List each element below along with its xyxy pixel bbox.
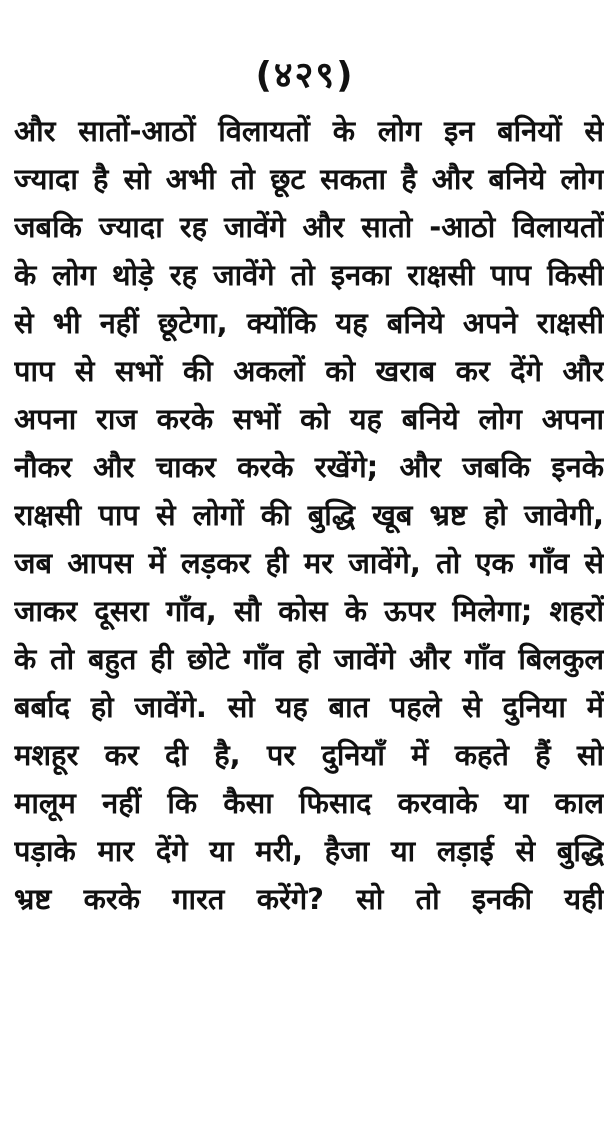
- text-line: के लोग थोड़े रह जावेंगे तो इनका राक्षसी पाप किसी: [14, 258, 604, 292]
- text-line: मशहूर कर दी है, पर दुनियाँ में कहते हैं सो: [14, 738, 604, 772]
- page-number: (४२९): [255, 55, 355, 96]
- text-line: मालूम नहीं कि कैसा फिसाद करवाके या काल: [14, 786, 604, 820]
- text-line: के तो बहुत ही छोटे गाँव हो जावेंगे और गाँव बिलकुल: [14, 642, 604, 676]
- text-line: जबकि ज्यादा रह जावेंगे और सातो -आठो विलायतों: [14, 210, 604, 244]
- text-line: और सातों-आठों विलायतों के लोग इन बनियों से: [14, 114, 604, 148]
- text-line: नौकर और चाकर करके रखेंगे; और जबकि इनके: [14, 450, 604, 484]
- text-line: अपना राज करके सभों को यह बनिये लोग अपना: [14, 402, 604, 436]
- text-line: राक्षसी पाप से लोगों की बुद्धि खूब भ्रष्ट हो जावेगी,: [14, 498, 604, 532]
- text-line: पड़ाके मार देंगे या मरी, हैजा या लड़ाई से बुद्धि: [14, 834, 604, 868]
- text-line: जाकर दूसरा गाँव, सौ कोस के ऊपर मिलेगा; शहरों: [14, 594, 604, 628]
- text-line: ज्यादा है सो अभी तो छूट सकता है और बनिये लोग: [14, 162, 604, 196]
- text-line: भ्रष्ट करके गारत करेंगे? सो तो इनकी यही: [14, 882, 604, 916]
- body-text: [14, 107, 604, 923]
- text-line: बर्बाद हो जावेंगे. सो यह बात पहले से दुनिया में: [14, 690, 604, 724]
- text-line: जब आपस में लड़कर ही मर जावेंगे, तो एक गाँव से: [14, 546, 604, 580]
- text-line: पाप से सभों की अकलों को खराब कर देंगे और: [14, 354, 604, 388]
- text-line: से भी नहीं छूटेगा, क्योंकि यह बनिये अपने राक्षसी: [14, 306, 604, 340]
